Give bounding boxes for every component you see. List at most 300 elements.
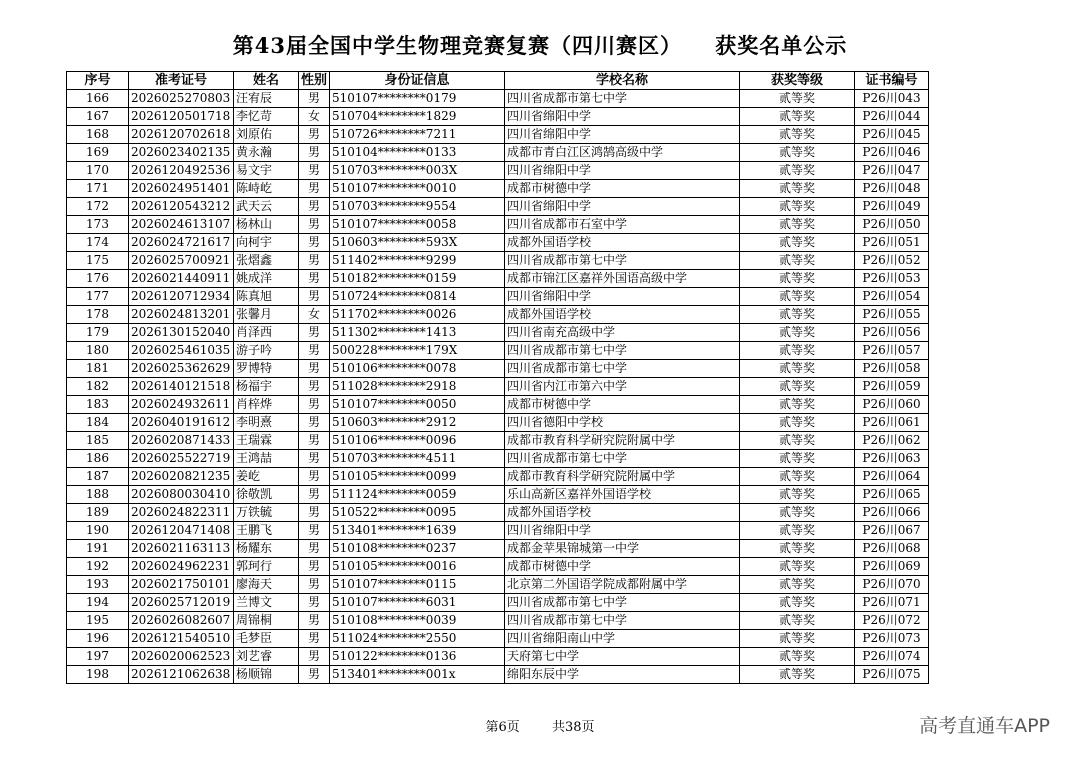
id-card-cell: 510704********1829 [330,108,505,126]
seq-cell: 179 [67,324,129,342]
id-card-cell: 510108********0237 [330,540,505,558]
seq-cell: 171 [67,180,129,198]
table-row [67,360,929,378]
cert-no-cell: P26川044 [855,108,929,126]
award-level-cell: 贰等奖 [740,468,855,486]
exam-id-cell: 2026020871433 [129,432,234,450]
award-level-cell: 贰等奖 [740,342,855,360]
name-cell: 郭珂行 [234,558,299,576]
id-card-cell: 510107********0115 [330,576,505,594]
table-row [67,576,929,594]
gender-cell: 男 [299,522,330,540]
seq-cell: 166 [67,90,129,108]
school-cell: 成都外国语学校 [505,504,740,522]
school-cell: 四川省南充高级中学 [505,324,740,342]
table-row [67,486,929,504]
gender-cell: 男 [299,252,330,270]
cert-no-cell: P26川048 [855,180,929,198]
school-cell: 四川省成都市第七中学 [505,612,740,630]
school-cell: 四川省成都市第七中学 [505,360,740,378]
cert-no-cell: P26川069 [855,558,929,576]
header-exam-id: 准考证号 [129,72,234,90]
header-gender: 性别 [299,72,330,90]
exam-id-cell: 2026120471408 [129,522,234,540]
name-cell: 王鹏飞 [234,522,299,540]
exam-id-cell: 2026025700921 [129,252,234,270]
id-card-cell: 511402********9299 [330,252,505,270]
award-level-cell: 贰等奖 [740,198,855,216]
cert-no-cell: P26川059 [855,378,929,396]
award-level-cell: 贰等奖 [740,126,855,144]
name-cell: 廖海天 [234,576,299,594]
seq-cell: 194 [67,594,129,612]
id-card-cell: 510108********0039 [330,612,505,630]
id-card-cell: 510182********0159 [330,270,505,288]
cert-no-cell: P26川045 [855,126,929,144]
name-cell: 李忆苛 [234,108,299,126]
school-cell: 绵阳东辰中学 [505,666,740,684]
cert-no-cell: P26川061 [855,414,929,432]
school-cell: 四川省绵阳中学 [505,198,740,216]
school-cell: 成都市教育科学研究院附属中学 [505,432,740,450]
id-card-cell: 513401********1639 [330,522,505,540]
seq-cell: 197 [67,648,129,666]
seq-cell: 195 [67,612,129,630]
gender-cell: 男 [299,90,330,108]
table-row [67,180,929,198]
exam-id-cell: 2026024932611 [129,396,234,414]
gender-cell: 男 [299,288,330,306]
table-row [67,288,929,306]
gender-cell: 男 [299,576,330,594]
gender-cell: 男 [299,324,330,342]
name-cell: 游子吟 [234,342,299,360]
id-card-cell: 510106********0078 [330,360,505,378]
gender-cell: 男 [299,630,330,648]
table-row [67,594,929,612]
table-row [67,522,929,540]
table-row [67,504,929,522]
exam-id-cell: 2026024822311 [129,504,234,522]
exam-id-cell: 2026040191612 [129,414,234,432]
exam-id-cell: 2026020062523 [129,648,234,666]
header-seq: 序号 [67,72,129,90]
seq-cell: 182 [67,378,129,396]
table-row [67,108,929,126]
award-level-cell: 贰等奖 [740,216,855,234]
table-row [67,216,929,234]
id-card-cell: 510105********0016 [330,558,505,576]
award-level-cell: 贰等奖 [740,414,855,432]
exam-id-cell: 2026021750101 [129,576,234,594]
cert-no-cell: P26川067 [855,522,929,540]
name-cell: 王瑞霖 [234,432,299,450]
exam-id-cell: 2026120492536 [129,162,234,180]
seq-cell: 176 [67,270,129,288]
name-cell: 张熠鑫 [234,252,299,270]
id-card-cell: 500228********179X [330,342,505,360]
gender-cell: 女 [299,108,330,126]
gender-cell: 男 [299,468,330,486]
exam-id-cell: 2026024813201 [129,306,234,324]
id-card-cell: 510703********003X [330,162,505,180]
school-cell: 北京第二外国语学院成都附属中学 [505,576,740,594]
award-level-cell: 贰等奖 [740,432,855,450]
school-cell: 天府第七中学 [505,648,740,666]
award-level-cell: 贰等奖 [740,504,855,522]
award-level-cell: 贰等奖 [740,306,855,324]
seq-cell: 170 [67,162,129,180]
gender-cell: 男 [299,414,330,432]
id-card-cell: 513401********001x [330,666,505,684]
page-number: 第6页 [485,720,520,735]
id-card-cell: 511302********1413 [330,324,505,342]
seq-cell: 198 [67,666,129,684]
school-cell: 四川省绵阳中学 [505,522,740,540]
award-level-cell: 贰等奖 [740,648,855,666]
cert-no-cell: P26川072 [855,612,929,630]
seq-cell: 187 [67,468,129,486]
seq-cell: 193 [67,576,129,594]
name-cell: 杨福宇 [234,378,299,396]
name-cell: 易文宇 [234,162,299,180]
cert-no-cell: P26川053 [855,270,929,288]
id-card-cell: 510522********0095 [330,504,505,522]
seq-cell: 177 [67,288,129,306]
table-row [67,252,929,270]
award-level-cell: 贰等奖 [740,630,855,648]
seq-cell: 174 [67,234,129,252]
award-level-cell: 贰等奖 [740,252,855,270]
award-level-cell: 贰等奖 [740,108,855,126]
gender-cell: 女 [299,306,330,324]
cert-no-cell: P26川049 [855,198,929,216]
table-row [67,162,929,180]
award-level-cell: 贰等奖 [740,612,855,630]
cert-no-cell: P26川057 [855,342,929,360]
seq-cell: 191 [67,540,129,558]
exam-id-cell: 2026023402135 [129,144,234,162]
award-level-cell: 贰等奖 [740,90,855,108]
school-cell: 成都市青白江区鸿鹄高级中学 [505,144,740,162]
exam-id-cell: 2026024613107 [129,216,234,234]
seq-cell: 178 [67,306,129,324]
exam-id-cell: 2026025362629 [129,360,234,378]
name-cell: 黄永瀚 [234,144,299,162]
table-row [67,234,929,252]
exam-id-cell: 2026021163113 [129,540,234,558]
name-cell: 姜屹 [234,468,299,486]
seq-cell: 192 [67,558,129,576]
name-cell: 杨林山 [234,216,299,234]
school-cell: 四川省成都市第七中学 [505,450,740,468]
gender-cell: 男 [299,648,330,666]
school-cell: 四川省绵阳南山中学 [505,630,740,648]
table-row [67,450,929,468]
gender-cell: 男 [299,396,330,414]
award-level-cell: 贰等奖 [740,144,855,162]
cert-no-cell: P26川074 [855,648,929,666]
school-cell: 四川省绵阳中学 [505,126,740,144]
cert-no-cell: P26川060 [855,396,929,414]
id-card-cell: 510724********0814 [330,288,505,306]
gender-cell: 男 [299,360,330,378]
school-cell: 四川省绵阳中学 [505,288,740,306]
gender-cell: 男 [299,180,330,198]
award-level-cell: 贰等奖 [740,450,855,468]
gender-cell: 男 [299,558,330,576]
name-cell: 肖泽西 [234,324,299,342]
gender-cell: 男 [299,216,330,234]
id-card-cell: 510107********0058 [330,216,505,234]
exam-id-cell: 2026140121518 [129,378,234,396]
name-cell: 肖梓烨 [234,396,299,414]
exam-id-cell: 2026021440911 [129,270,234,288]
school-cell: 四川省成都市第七中学 [505,252,740,270]
gender-cell: 男 [299,504,330,522]
school-cell: 四川省绵阳中学 [505,108,740,126]
seq-cell: 180 [67,342,129,360]
cert-no-cell: P26川063 [855,450,929,468]
gender-cell: 男 [299,540,330,558]
gender-cell: 男 [299,666,330,684]
id-card-cell: 511124********0059 [330,486,505,504]
cert-no-cell: P26川052 [855,252,929,270]
gender-cell: 男 [299,378,330,396]
school-cell: 四川省成都市第七中学 [505,342,740,360]
header-school: 学校名称 [505,72,740,90]
cert-no-cell: P26川065 [855,486,929,504]
table-row [67,378,929,396]
seq-cell: 172 [67,198,129,216]
gender-cell: 男 [299,126,330,144]
id-card-cell: 510106********0096 [330,432,505,450]
table-row [67,270,929,288]
id-card-cell: 510104********0133 [330,144,505,162]
name-cell: 姚成洋 [234,270,299,288]
table-row [67,198,929,216]
cert-no-cell: P26川046 [855,144,929,162]
school-cell: 四川省德阳中学校 [505,414,740,432]
gender-cell: 男 [299,486,330,504]
cert-no-cell: P26川062 [855,432,929,450]
award-level-cell: 贰等奖 [740,162,855,180]
table-row [67,342,929,360]
id-card-cell: 510122********0136 [330,648,505,666]
name-cell: 杨顺锦 [234,666,299,684]
cert-no-cell: P26川071 [855,594,929,612]
name-cell: 刘艺睿 [234,648,299,666]
exam-id-cell: 2026130152040 [129,324,234,342]
table-row [67,432,929,450]
gender-cell: 男 [299,144,330,162]
seq-cell: 188 [67,486,129,504]
seq-cell: 167 [67,108,129,126]
exam-id-cell: 2026120712934 [129,288,234,306]
cert-no-cell: P26川068 [855,540,929,558]
school-cell: 成都金苹果锦城第一中学 [505,540,740,558]
award-level-cell: 贰等奖 [740,234,855,252]
school-cell: 成都市树德中学 [505,396,740,414]
cert-no-cell: P26川075 [855,666,929,684]
name-cell: 周锦桐 [234,612,299,630]
exam-id-cell: 2026121540510 [129,630,234,648]
cert-no-cell: P26川051 [855,234,929,252]
table-row [67,306,929,324]
table-row [67,666,929,684]
id-card-cell: 510107********0010 [330,180,505,198]
exam-id-cell: 2026121062638 [129,666,234,684]
id-card-cell: 510107********0179 [330,90,505,108]
id-card-cell: 511028********2918 [330,378,505,396]
name-cell: 李明熹 [234,414,299,432]
cert-no-cell: P26川047 [855,162,929,180]
exam-id-cell: 2026120543212 [129,198,234,216]
cert-no-cell: P26川043 [855,90,929,108]
award-level-cell: 贰等奖 [740,486,855,504]
gender-cell: 男 [299,198,330,216]
name-cell: 王鸿喆 [234,450,299,468]
table-body [67,90,929,684]
header-name: 姓名 [234,72,299,90]
exam-id-cell: 2026024962231 [129,558,234,576]
exam-id-cell: 2026120702618 [129,126,234,144]
seq-cell: 196 [67,630,129,648]
table-row [67,630,929,648]
award-level-cell: 贰等奖 [740,378,855,396]
cert-no-cell: P26川054 [855,288,929,306]
id-card-cell: 510726********7211 [330,126,505,144]
award-level-cell: 贰等奖 [740,288,855,306]
award-level-cell: 贰等奖 [740,540,855,558]
award-level-cell: 贰等奖 [740,666,855,684]
seq-cell: 190 [67,522,129,540]
watermark: 高考直通车APP [919,715,1050,737]
name-cell: 毛梦臣 [234,630,299,648]
seq-cell: 175 [67,252,129,270]
cert-no-cell: P26川055 [855,306,929,324]
page-total: 共38页 [551,720,595,735]
id-card-cell: 510603********593X [330,234,505,252]
id-card-cell: 510105********0099 [330,468,505,486]
table-row [67,648,929,666]
table-row [67,90,929,108]
gender-cell: 男 [299,594,330,612]
award-level-cell: 贰等奖 [740,594,855,612]
exam-id-cell: 2026025522719 [129,450,234,468]
gender-cell: 男 [299,432,330,450]
school-cell: 成都外国语学校 [505,306,740,324]
name-cell: 徐敬凯 [234,486,299,504]
name-cell: 兰博文 [234,594,299,612]
school-cell: 四川省成都市第七中学 [505,90,740,108]
table-row [67,144,929,162]
table-row [67,126,929,144]
cert-no-cell: P26川070 [855,576,929,594]
id-card-cell: 511702********0026 [330,306,505,324]
table-row [67,324,929,342]
exam-id-cell: 2026025270803 [129,90,234,108]
table-row [67,540,929,558]
gender-cell: 男 [299,234,330,252]
school-cell: 乐山高新区嘉祥外国语学校 [505,486,740,504]
exam-id-cell: 2026024721617 [129,234,234,252]
seq-cell: 185 [67,432,129,450]
school-cell: 四川省成都市第七中学 [505,594,740,612]
gender-cell: 男 [299,162,330,180]
seq-cell: 189 [67,504,129,522]
school-cell: 四川省内江市第六中学 [505,378,740,396]
exam-id-cell: 2026080030410 [129,486,234,504]
table-row [67,558,929,576]
id-card-cell: 510603********2912 [330,414,505,432]
award-level-cell: 贰等奖 [740,360,855,378]
table-row [67,612,929,630]
name-cell: 罗博特 [234,360,299,378]
table-row [67,396,929,414]
school-cell: 成都外国语学校 [505,234,740,252]
id-card-cell: 510703********4511 [330,450,505,468]
award-level-cell: 贰等奖 [740,558,855,576]
exam-id-cell: 2026020821235 [129,468,234,486]
school-cell: 成都市树德中学 [505,180,740,198]
award-level-cell: 贰等奖 [740,270,855,288]
seq-cell: 168 [67,126,129,144]
seq-cell: 173 [67,216,129,234]
id-card-cell: 510107********0050 [330,396,505,414]
seq-cell: 183 [67,396,129,414]
award-level-cell: 贰等奖 [740,576,855,594]
gender-cell: 男 [299,612,330,630]
table-row [67,468,929,486]
exam-id-cell: 2026025461035 [129,342,234,360]
header-cert-no: 证书编号 [855,72,929,90]
gender-cell: 男 [299,342,330,360]
gender-cell: 男 [299,450,330,468]
name-cell: 陈真旭 [234,288,299,306]
award-list-table [66,71,929,684]
seq-cell: 184 [67,414,129,432]
gender-cell: 男 [299,270,330,288]
header-award-level: 获奖等级 [740,72,855,90]
seq-cell: 181 [67,360,129,378]
table-header-row [67,72,929,90]
id-card-cell: 510703********9554 [330,198,505,216]
seq-cell: 169 [67,144,129,162]
header-id-card: 身份证信息 [330,72,505,90]
cert-no-cell: P26川066 [855,504,929,522]
name-cell: 陈峙屹 [234,180,299,198]
cert-no-cell: P26川058 [855,360,929,378]
exam-id-cell: 2026120501718 [129,108,234,126]
exam-id-cell: 2026026082607 [129,612,234,630]
name-cell: 刘原佑 [234,126,299,144]
school-cell: 四川省成都市石室中学 [505,216,740,234]
name-cell: 汪宥辰 [234,90,299,108]
award-level-cell: 贰等奖 [740,522,855,540]
page-footer [0,716,1080,735]
name-cell: 万铁毓 [234,504,299,522]
seq-cell: 186 [67,450,129,468]
exam-id-cell: 2026025712019 [129,594,234,612]
page-title: 第43届全国中学生物理竞赛复赛（四川赛区） 获奖名单公示 [232,33,848,58]
award-level-cell: 贰等奖 [740,324,855,342]
cert-no-cell: P26川073 [855,630,929,648]
id-card-cell: 511024********2550 [330,630,505,648]
school-cell: 四川省绵阳中学 [505,162,740,180]
table-row [67,414,929,432]
school-cell: 成都市锦江区嘉祥外国语高级中学 [505,270,740,288]
